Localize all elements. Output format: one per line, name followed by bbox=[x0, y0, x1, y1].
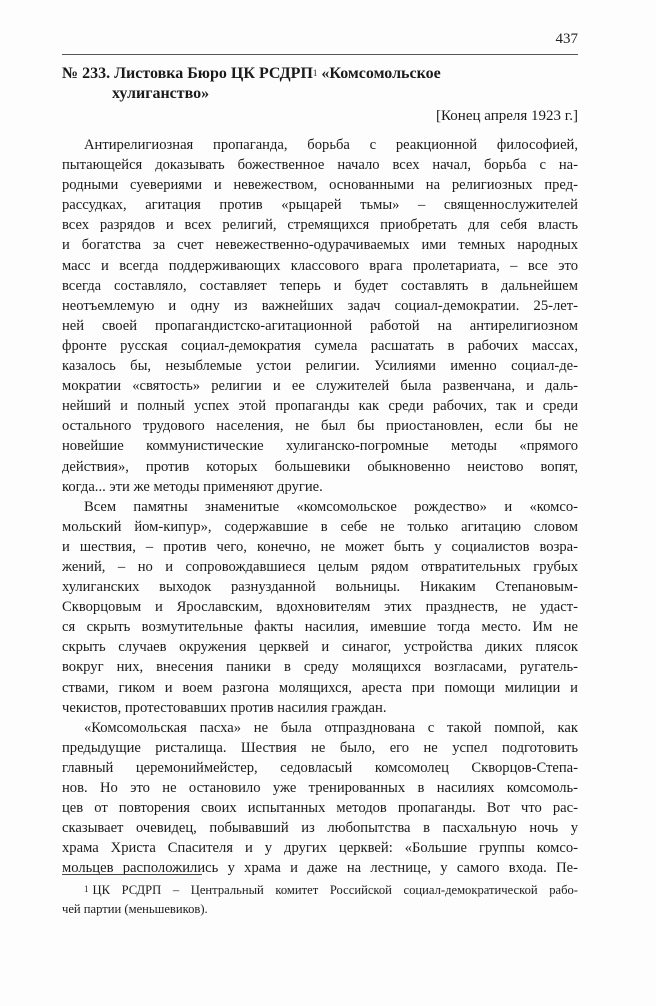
document-title bbox=[62, 64, 582, 104]
body-line: рассудках, агитация против «рыцарей тьмы» – священнослужителей bbox=[62, 197, 578, 214]
body-text bbox=[62, 135, 578, 878]
title-line-2: хулиганство» bbox=[112, 85, 210, 102]
body-line: «Комсомольская пасха» не была отпразднована с такой помпой, как bbox=[84, 719, 578, 736]
body-line: цев от повторения своих испытанных методов пропаганды. Вот что рас- bbox=[62, 800, 578, 817]
body-line: ствами, гиком и воем разгона молящихся, ареста при помощи милиции и bbox=[62, 679, 578, 696]
footnote-text: ЦК РСДРП – Центральный комитет Российской социал-демократической рабо- bbox=[92, 883, 578, 897]
body-line: хулиганских выходок разнузданной вольницы. Никаким Степановым- bbox=[62, 579, 578, 596]
footnote-line: чей партии (меньшевиков). bbox=[62, 902, 208, 916]
body-line: новейшие коммунистические хулиганско-погромные методы «прямого bbox=[62, 438, 578, 455]
footnote bbox=[62, 881, 578, 919]
body-line: и шествия, – против чего, конечно, не может быть у социалистов возра- bbox=[62, 538, 578, 555]
page-number: 437 bbox=[555, 31, 578, 47]
body-line: Скворцовым и Ярославским, вдохновителям этих празднеств, не удаст- bbox=[62, 599, 578, 616]
body-line: ней своей пропагандистско-агитационной работой на антирелигиозном bbox=[62, 317, 578, 334]
body-line: ся скрыть возмутительные факты насилия, имевшие тогда место. Им не bbox=[62, 619, 578, 636]
footnote-marker: 1 bbox=[84, 884, 89, 894]
title-text-end: «Комсомольское bbox=[317, 65, 441, 82]
body-line: всегда составляло, составляет теперь и будет составлять в дальнейшем bbox=[62, 277, 578, 294]
body-line: нов. Но это не остановило уже тренированных в насилиях комсомоль- bbox=[62, 780, 578, 796]
body-line: храма Христа Спасителя и у других церквей: «Большие группы комсо- bbox=[62, 840, 578, 857]
body-line: родными суевериями и невежеством, основанными на религиозных пред- bbox=[62, 177, 578, 194]
body-line: сказывает очевидец, побывавший из любопытства в пасхальную ночь у bbox=[62, 820, 578, 837]
body-line: нейший и полный успех этой пропаганды как среди рабочих, так и среди bbox=[62, 398, 578, 415]
document-date: [Конец апреля 1923 г.] bbox=[436, 108, 578, 124]
body-line: вокруг них, внесения паники в среду молящихся возгласами, ругатель- bbox=[62, 659, 578, 676]
body-line: Антирелигиозная пропаганда, борьба с реакционной философией, bbox=[84, 137, 578, 153]
body-line: мократии «святость» религии и ее служителей была развенчана, и даль- bbox=[62, 378, 578, 395]
body-line: мольский йом-кипур», содержавшие в себе не только агитацию словом bbox=[62, 518, 578, 535]
body-line: пытающейся доказывать божественное начало всех начал, борьба с на- bbox=[62, 157, 578, 174]
body-line: главный церемониймейстер, седовласый комсомолец Скворцов-Степа- bbox=[62, 759, 578, 776]
body-line: всех разрядов и всех религий, стремящихся приобретать для себя власть bbox=[62, 217, 578, 234]
body-line: чекистов, протестовавших против насилия граждан. bbox=[62, 699, 387, 716]
body-line: Всем памятны знаменитые «комсомольское рождество» и «комсо- bbox=[84, 498, 578, 515]
body-line: масс и всегда поддерживающих классового врага пролетариата, – все это bbox=[62, 257, 578, 274]
header-rule bbox=[62, 54, 578, 55]
body-line: предыдущие ристалища. Шествия не было, его не успел подготовить bbox=[62, 739, 578, 756]
footnote-rule bbox=[62, 874, 202, 875]
title-footnote-marker: 1 bbox=[312, 68, 318, 78]
footnote-line bbox=[62, 881, 578, 900]
body-line: фронте русская социал-демократия сумела расшатать в рабочих массах, bbox=[62, 337, 578, 354]
body-line: остального трудового населения, не был бы приостановлен, если бы не bbox=[62, 418, 578, 435]
body-line: неотъемлемую и одну из важнейших задач социал-демократии. 25-лет- bbox=[62, 297, 578, 314]
title-text: № 233. Листовка Бюро ЦК РСДРП bbox=[62, 65, 313, 82]
body-line: казалось бы, незыблемые устои религии. Усилиями именно социал-де- bbox=[62, 358, 578, 375]
body-line: когда... эти же методы применяют другие. bbox=[62, 478, 323, 495]
body-line: и богатства за счет невежественно-одурачиваемых ими темных народных bbox=[62, 237, 578, 254]
body-line: скрыть случаев окружения церквей и синагог, устройства диких плясок bbox=[62, 639, 578, 656]
body-line: действия», против которых большевики обыкновенно неистово вопят, bbox=[62, 458, 578, 475]
body-line: жений, – но и сопровождавшиеся целым рядом отвратительных грубых bbox=[62, 558, 578, 575]
body-line: мольцев расположились у храма и даже на лестнице, у самого входа. Пе- bbox=[62, 860, 578, 877]
